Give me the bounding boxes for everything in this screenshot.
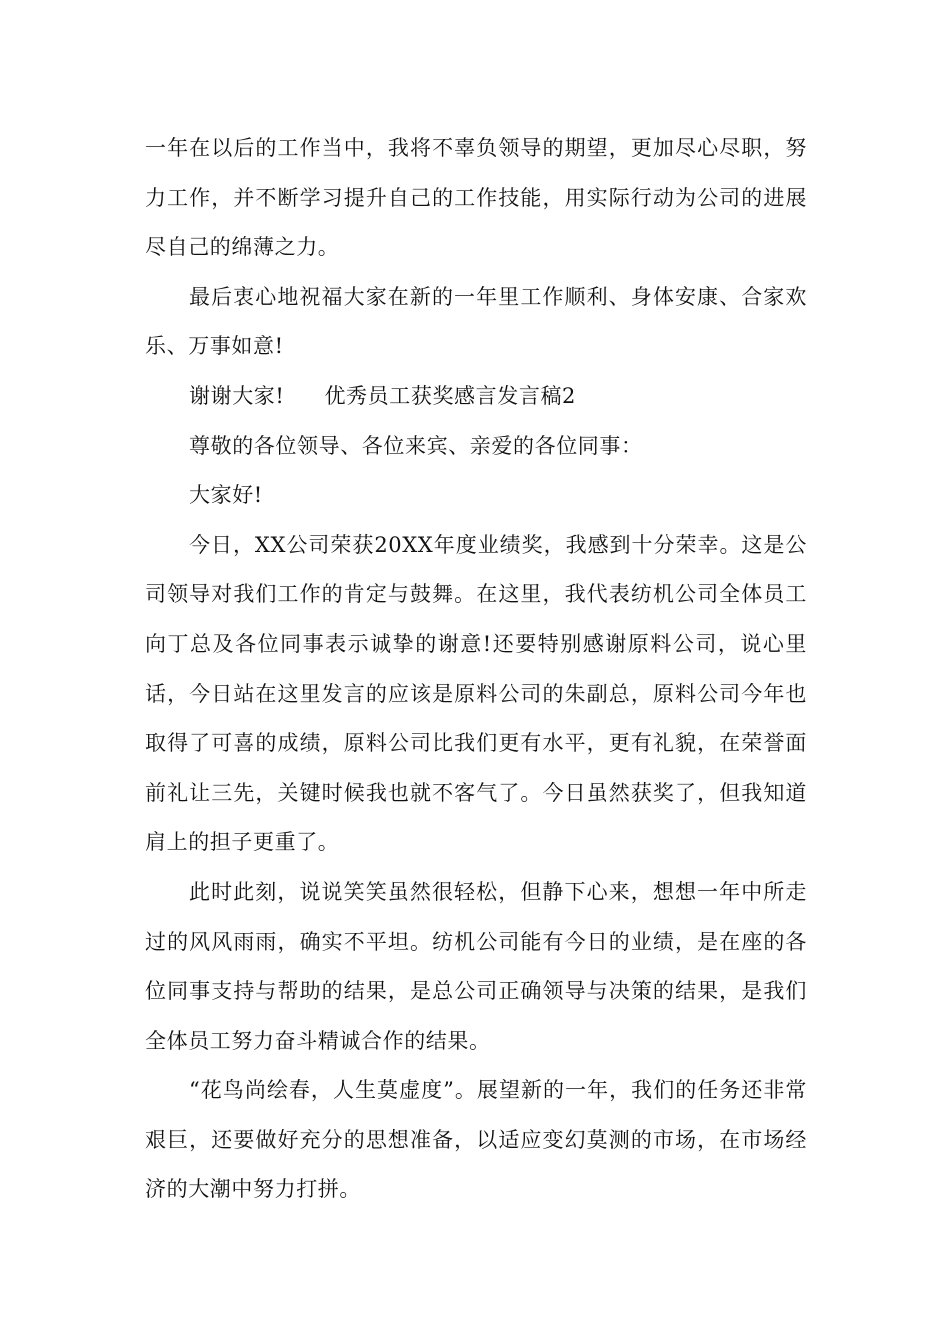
paragraph-8: “花鸟尚绘春，人生莫虚度”。展望新的一年，我们的任务还非常艰巨，还要做好充分的思想准备，以适应变幻莫测的市场，在市场经济的大潮中努力打拼。: [145, 1078, 807, 1202]
paragraph-1: 一年在以后的工作当中，我将不辜负领导的期望，更加尽心尽职，努力工作，并不断学习提升自己的工作技能，用实际行动为公司的进展尽自己的绵薄之力。: [145, 136, 807, 260]
paragraph-7: 此时此刻，说说笑笑虽然很轻松，但静下心来，想想一年中所走过的风风雨雨，确实不平坦。纺机公司能有今日的业绩，是在座的各位同事支持与帮助的结果，是总公司正确领导与决策的结果，是我们全体员工努力奋斗精诚合作的结果。: [145, 879, 807, 1053]
section-title: 优秀员工获奖感言发言稿2: [324, 383, 577, 408]
paragraph-2: 最后衷心地祝福大家在新的一年里工作顺利、身体安康、合家欢乐、万事如意!: [145, 284, 807, 359]
paragraph-4: 尊敬的各位领导、各位来宾、亲爱的各位同事：: [189, 433, 643, 458]
paragraph-3: [145, 372, 807, 422]
document-body: [145, 124, 807, 1215]
paragraph-5: 大家好!: [189, 483, 263, 508]
thanks-text: 谢谢大家!: [189, 383, 285, 408]
paragraph-6: 今日，XX公司荣获20XX年度业绩奖，我感到十分荣幸。这是公司领导对我们工作的肯定与鼓舞。在这里，我代表纺机公司全体员工向丁总及各位同事表示诚挚的谢意!还要特别感谢原料公司，说心里话，今日站在这里发言的应该是原料公司的朱副总，原料公司今年也取得了可喜的成绩，原料公司比我们更有水平，更有礼貌，在荣誉面前礼让三先，关键时候我也就不客气了。今日虽然获奖了，但我知道肩上的担子更重了。: [145, 532, 807, 855]
